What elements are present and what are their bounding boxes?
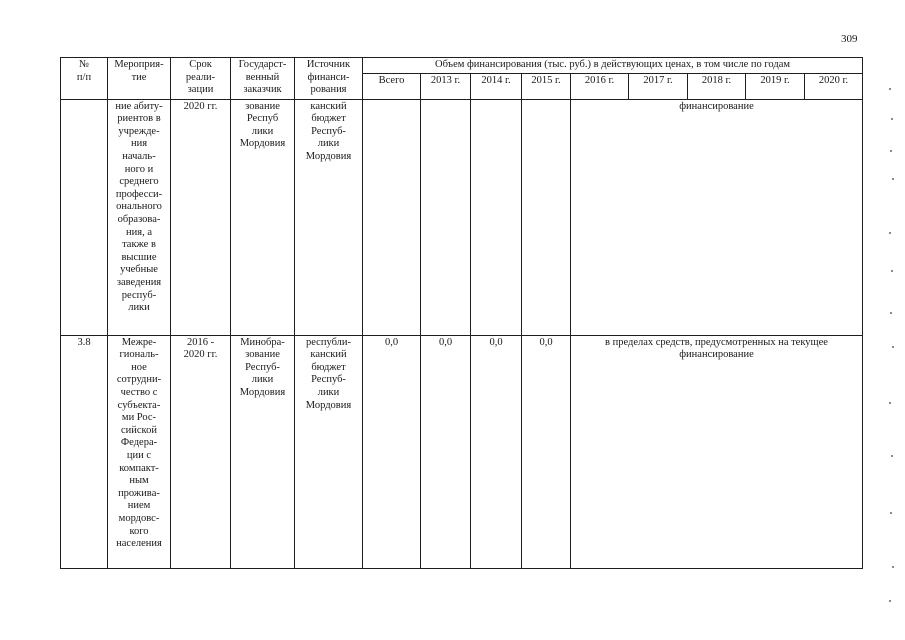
row-source: республи- канский бюджет Респуб- лики Мордовия	[295, 335, 363, 568]
header-term: Срок реали- зации	[171, 58, 231, 100]
header-total: Всего	[363, 73, 421, 99]
header-2015: 2015 г.	[522, 73, 571, 99]
header-customer: Государст- венный заказчик	[231, 58, 295, 100]
row-2014	[471, 99, 522, 335]
row-term: 2016 - 2020 гг.	[171, 335, 231, 568]
row-customer: Минобра- зование Респуб- лики Мордовия	[231, 335, 295, 568]
row-num: 3.8	[61, 335, 108, 568]
table-row	[61, 335, 863, 568]
row-2013: 0,0	[421, 335, 471, 568]
header-2019: 2019 г.	[746, 73, 805, 99]
row-2015	[522, 99, 571, 335]
header-num: № п/п	[61, 58, 108, 100]
row-source: канский бюджет Респуб- лики Мордовия	[295, 99, 363, 335]
row-event: ние абиту- риентов в учрежде- ния началь- ного и среднего професси- онального образова- ния, а также в высшие учебные заведения респуб- лики	[108, 99, 171, 335]
table-row	[61, 99, 863, 335]
row-total: 0,0	[363, 335, 421, 568]
row-funding-note: финансирование	[571, 99, 863, 335]
header-2013: 2013 г.	[421, 73, 471, 99]
row-event: Межре- гиональ- ное сотрудни- чество с субъекта- ми Рос- сийской Федера- ции с компакт- ным проживa- нием мордовс- кого населения	[108, 335, 171, 568]
row-2013	[421, 99, 471, 335]
row-term: 2020 гг.	[171, 99, 231, 335]
row-num	[61, 99, 108, 335]
header-2017: 2017 г.	[629, 73, 688, 99]
header-row-top	[61, 58, 863, 74]
page-number: 309	[841, 33, 858, 45]
row-2015: 0,0	[522, 335, 571, 568]
header-2014: 2014 г.	[471, 73, 522, 99]
row-total	[363, 99, 421, 335]
header-2020: 2020 г.	[805, 73, 863, 99]
header-2018: 2018 г.	[688, 73, 746, 99]
funding-table	[60, 57, 863, 569]
header-2016: 2016 г.	[571, 73, 629, 99]
header-event: Мероприя- тие	[108, 58, 171, 100]
row-2014: 0,0	[471, 335, 522, 568]
row-customer: зование Респуб лики Мордовия	[231, 99, 295, 335]
row-funding-note: в пределах средств, предусмотренных на текущее финансирование	[571, 335, 863, 568]
header-funding: Объем финансирования (тыс. руб.) в действующих ценах, в том числе по годам	[363, 58, 863, 74]
header-source: Источник финанси- рования	[295, 58, 363, 100]
